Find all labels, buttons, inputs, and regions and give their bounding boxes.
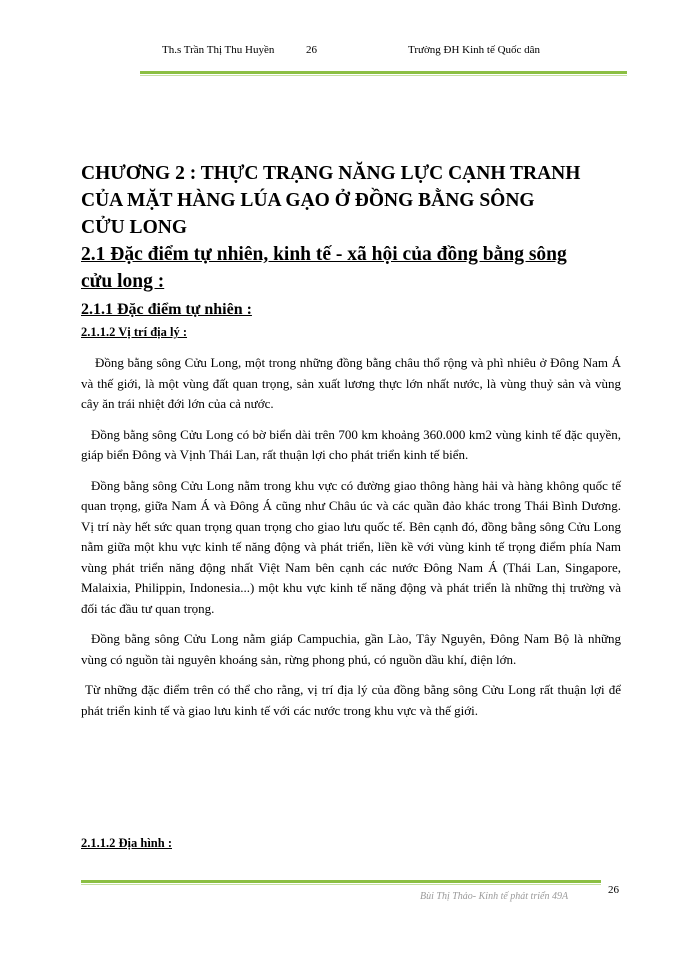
header-page-number: 26 <box>306 44 317 56</box>
chapter-title-line: CHƯƠNG 2 : THỰC TRẠNG NĂNG LỰC CẠNH TRANH <box>81 163 581 184</box>
section-heading-location: 2.1.1.2 Vị trí địa lý : <box>81 325 188 339</box>
footer-author: Bùi Thị Thảo- Kinh tế phát triển 49A <box>420 891 569 902</box>
footer-divider <box>81 880 601 883</box>
header-school: Trường ĐH Kinh tế Quốc dân <box>408 44 541 56</box>
section-heading-line: 2.1 Đặc điểm tự nhiên, kinh tế - xã hội của đồng bằng sông <box>81 244 567 265</box>
paragraph: Đồng bằng sông Cửu Long có bờ biển dài trên 700 km khoảng 360.000 km2 vùng kinh tế đặc quyền, giáp biển Đông và Vịnh Thái Lan, rất thuận lợi cho phát triển kinh tế biển. <box>81 426 621 462</box>
header-author: Th.s Trần Thị Thu Huyền <box>162 44 275 56</box>
paragraph: Đồng bằng sông Cửu Long nằm giáp Campuchia, gần Lào, Tây Nguyên, Đông Nam Bộ là những vùng có nguồn tài nguyên khoáng sản, rừng phong phú, có nguồn dầu khí, điện lớn. <box>81 631 621 667</box>
footer-divider-thin <box>81 884 601 885</box>
section-heading-2-1-1: 2.1.1 Đặc điểm tự nhiên : <box>81 301 252 318</box>
header-divider-thin <box>140 75 627 76</box>
page-body <box>81 160 621 721</box>
section-heading-terrain: 2.1.1.2 Địa hình : <box>81 836 172 850</box>
paragraph: Đồng bằng sông Cửu Long nằm trong khu vực có đường giao thông hàng hải và hàng không quốc tế quan trọng, giữa Nam Á và Đông Á cũng như Châu úc và các quần đảo khác trong Thái Bình Dương. Vị trí này hết sức quan trọng quan trọng cho giao lưu quốc tế. Bên cạnh đó, đồng bằng sông Cửu Long nằm giữa một khu vực kinh tế năng động và phát triển, liền kề với vùng kinh tế trọng điểm phía Nam vùng phát triển năng động nhất Việt Nam bên cạnh các nước Đông Nam Á (Thái Lan, Singapore, Malaixia, Philippin, Indonesia...) một khu vực kinh tế năng động và phát triển là những thị trường và đối tác đầu tư quan trọng. <box>81 477 621 616</box>
page-header <box>0 44 700 64</box>
chapter-title-line: CỦA MẶT HÀNG LÚA GẠO Ở ĐỒNG BẰNG SÔNG <box>81 190 535 211</box>
chapter-title-line: CỬU LONG <box>81 217 187 238</box>
footer-page-number: 26 <box>608 884 619 896</box>
paragraph: Đồng bằng sông Cửu Long, một trong những đồng bằng châu thổ rộng và phì nhiêu ở Đông Nam Á và thế giới, là một vùng đất quan trọng, sản xuất lương thực lớn nhất nước, là vùng thuỷ sản và vùng cây ăn trái nhiệt đới lớn của cả nước. <box>81 355 621 411</box>
paragraph: Từ những đặc điểm trên có thể cho rằng, vị trí địa lý của đồng bằng sông Cửu Long rất thuận lợi để phát triển kinh tế và giao lưu kinh tế với các nước trong khu vực và thế giới. <box>81 682 621 718</box>
chapter-title <box>81 160 621 241</box>
section-heading-line: cửu long : <box>81 271 165 292</box>
header-divider <box>140 71 627 74</box>
section-heading-2-1 <box>81 241 621 295</box>
